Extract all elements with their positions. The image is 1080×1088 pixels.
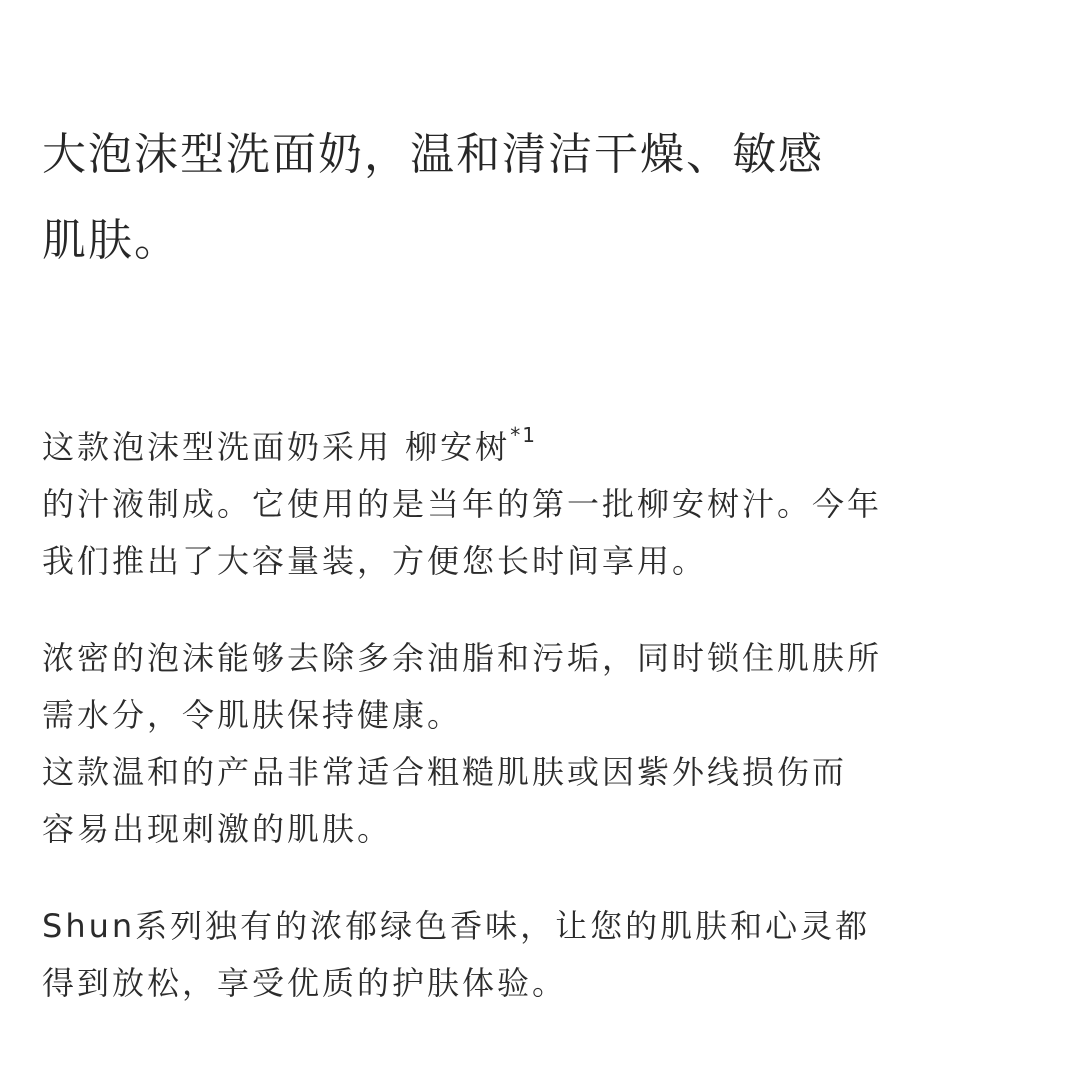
paragraph-line xyxy=(42,419,1052,476)
paragraph-spacer xyxy=(42,858,1052,898)
paragraph-line: 我们推出了大容量装，方便您长时间享用。 xyxy=(42,542,708,580)
paragraph-line: 这款温和的产品非常适合粗糙肌肤或因紫外线损伤而 xyxy=(42,753,848,791)
title-line-2: 肌肤。 xyxy=(42,215,180,266)
paragraph-fragrance xyxy=(42,898,1052,1012)
paragraph-line: 的汁液制成。它使用的是当年的第一批柳安树汁。今年 xyxy=(42,485,883,523)
paragraph-line: Shun系列独有的浓郁绿色香味，让您的肌肤和心灵都 xyxy=(42,907,871,945)
paragraph-line: 浓密的泡沫能够去除多余油脂和污垢，同时锁住肌肤所 xyxy=(42,639,883,677)
paragraph-line: 容易出现刺激的肌肤。 xyxy=(42,810,393,848)
paragraph-line: 需水分，令肌肤保持健康。 xyxy=(42,696,463,734)
paragraph-spacer xyxy=(42,590,1052,630)
description-body xyxy=(42,419,1052,1012)
title-line-1: 大泡沫型洗面奶，温和清洁干燥、敏感 xyxy=(42,129,824,180)
paragraph-line: 得到放松，享受优质的护肤体验。 xyxy=(42,964,568,1002)
paragraph-benefits xyxy=(42,630,1052,858)
footnote-marker: *1 xyxy=(510,423,537,448)
paragraph-ingredients xyxy=(42,419,1052,590)
page-title xyxy=(42,112,1042,284)
paragraph-line-text: 这款泡沫型洗面奶采用 柳安树 xyxy=(42,428,511,466)
